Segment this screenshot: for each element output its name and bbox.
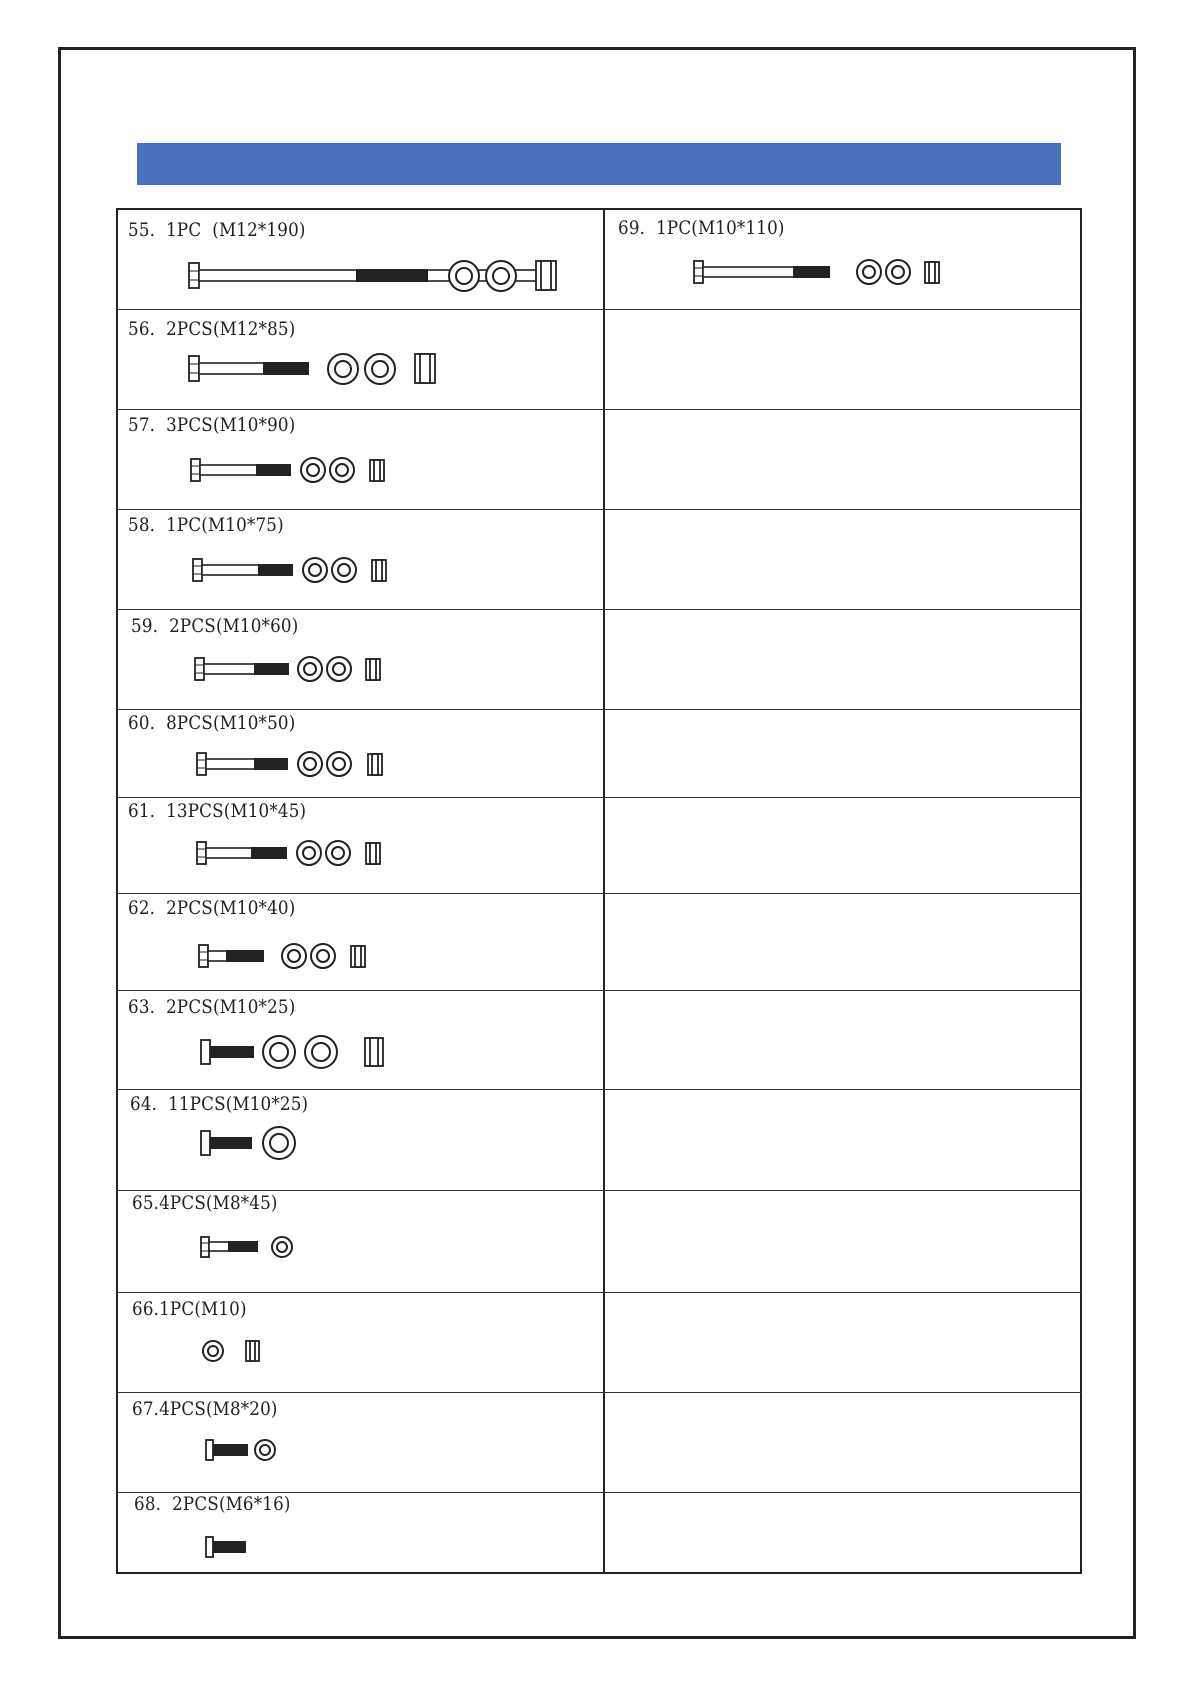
column-divider [603,208,605,1574]
row-divider [116,409,1082,410]
row-divider [116,1392,1082,1393]
washer-icon [203,1341,223,1361]
washer-icon [327,657,351,681]
hardware-set-68 [205,1534,255,1560]
washer-icon [263,1127,295,1159]
row-divider [116,609,1082,610]
row-divider [116,509,1082,510]
part-label-69: 69. 1PC(M10*110) [618,217,785,239]
nut-icon [415,354,435,383]
washer-icon [305,1036,337,1068]
nut-icon [246,1341,259,1361]
washer-icon [311,944,335,968]
part-label-64: 64. 11PCS(M10*25) [130,1093,309,1115]
row-divider [116,990,1082,991]
bolt-icon [206,1537,246,1557]
bolt-icon [191,459,291,481]
bolt-icon [201,1040,254,1064]
hardware-set-67 [205,1437,285,1463]
washer-icon [486,261,516,291]
part-label-67: 67.4PCS(M8*20) [132,1398,278,1420]
hardware-set-59 [194,655,394,685]
washer-icon [449,261,479,291]
bolt-icon [199,945,264,967]
hardware-set-55 [188,258,568,294]
washer-icon [365,354,395,384]
hardware-set-56 [188,352,448,386]
row-divider [116,1292,1082,1293]
part-label-56: 56. 2PCS(M12*85) [128,318,296,340]
bolt-icon [694,261,830,283]
nut-icon [365,1038,383,1066]
header-bar [137,143,1061,185]
hardware-set-58 [192,556,402,586]
washer-icon [857,260,881,284]
hardware-set-62 [198,942,378,972]
bolt-icon [197,753,288,775]
nut-icon [372,560,386,581]
hardware-set-60 [196,750,396,780]
washer-icon [298,657,322,681]
nut-icon [351,946,365,967]
hardware-set-66 [200,1338,270,1364]
washer-icon [297,841,321,865]
washer-icon [303,558,327,582]
washer-icon [255,1440,275,1460]
washer-icon [327,752,351,776]
washer-icon [332,558,356,582]
washer-icon [298,752,322,776]
bolt-icon [195,658,289,680]
bolt-icon [189,356,309,381]
washer-icon [328,354,358,384]
washer-icon [272,1237,292,1257]
nut-icon [925,262,939,283]
part-label-61: 61. 13PCS(M10*45) [128,800,307,822]
part-label-65: 65.4PCS(M8*45) [132,1192,278,1214]
nut-icon [368,754,382,775]
nut-icon [370,460,384,481]
washer-icon [282,944,306,968]
washer-icon [301,458,325,482]
nut-icon [536,261,556,290]
part-label-58: 58. 1PC(M10*75) [128,514,284,536]
bolt-icon [197,842,287,864]
row-divider [116,709,1082,710]
hardware-set-69 [693,258,953,288]
washer-icon [263,1036,295,1068]
bolt-icon [193,559,293,581]
row-divider [116,1190,1082,1191]
hardware-set-63 [200,1034,400,1070]
washer-icon [886,260,910,284]
hardware-set-64 [200,1125,310,1161]
hardware-set-61 [196,839,396,869]
part-label-68: 68. 2PCS(M6*16) [134,1493,291,1515]
bolt-icon [201,1237,258,1257]
nut-icon [366,843,380,864]
row-divider [116,1089,1082,1090]
part-label-62: 62. 2PCS(M10*40) [128,897,296,919]
hardware-set-57 [190,456,400,486]
washer-icon [330,458,354,482]
part-label-63: 63. 2PCS(M10*25) [128,996,296,1018]
washer-icon [326,841,350,865]
part-label-60: 60. 8PCS(M10*50) [128,712,296,734]
row-divider [116,797,1082,798]
part-label-57: 57. 3PCS(M10*90) [128,414,296,436]
part-label-66: 66.1PC(M10) [132,1298,247,1320]
nut-icon [366,659,380,680]
bolt-icon [201,1131,252,1155]
hardware-set-65 [200,1234,300,1260]
part-label-55: 55. 1PC (M12*190) [128,219,306,241]
part-label-59: 59. 2PCS(M10*60) [131,615,299,637]
row-divider [116,893,1082,894]
row-divider [116,309,1082,310]
parts-table [116,208,1082,1574]
bolt-icon [206,1440,248,1460]
